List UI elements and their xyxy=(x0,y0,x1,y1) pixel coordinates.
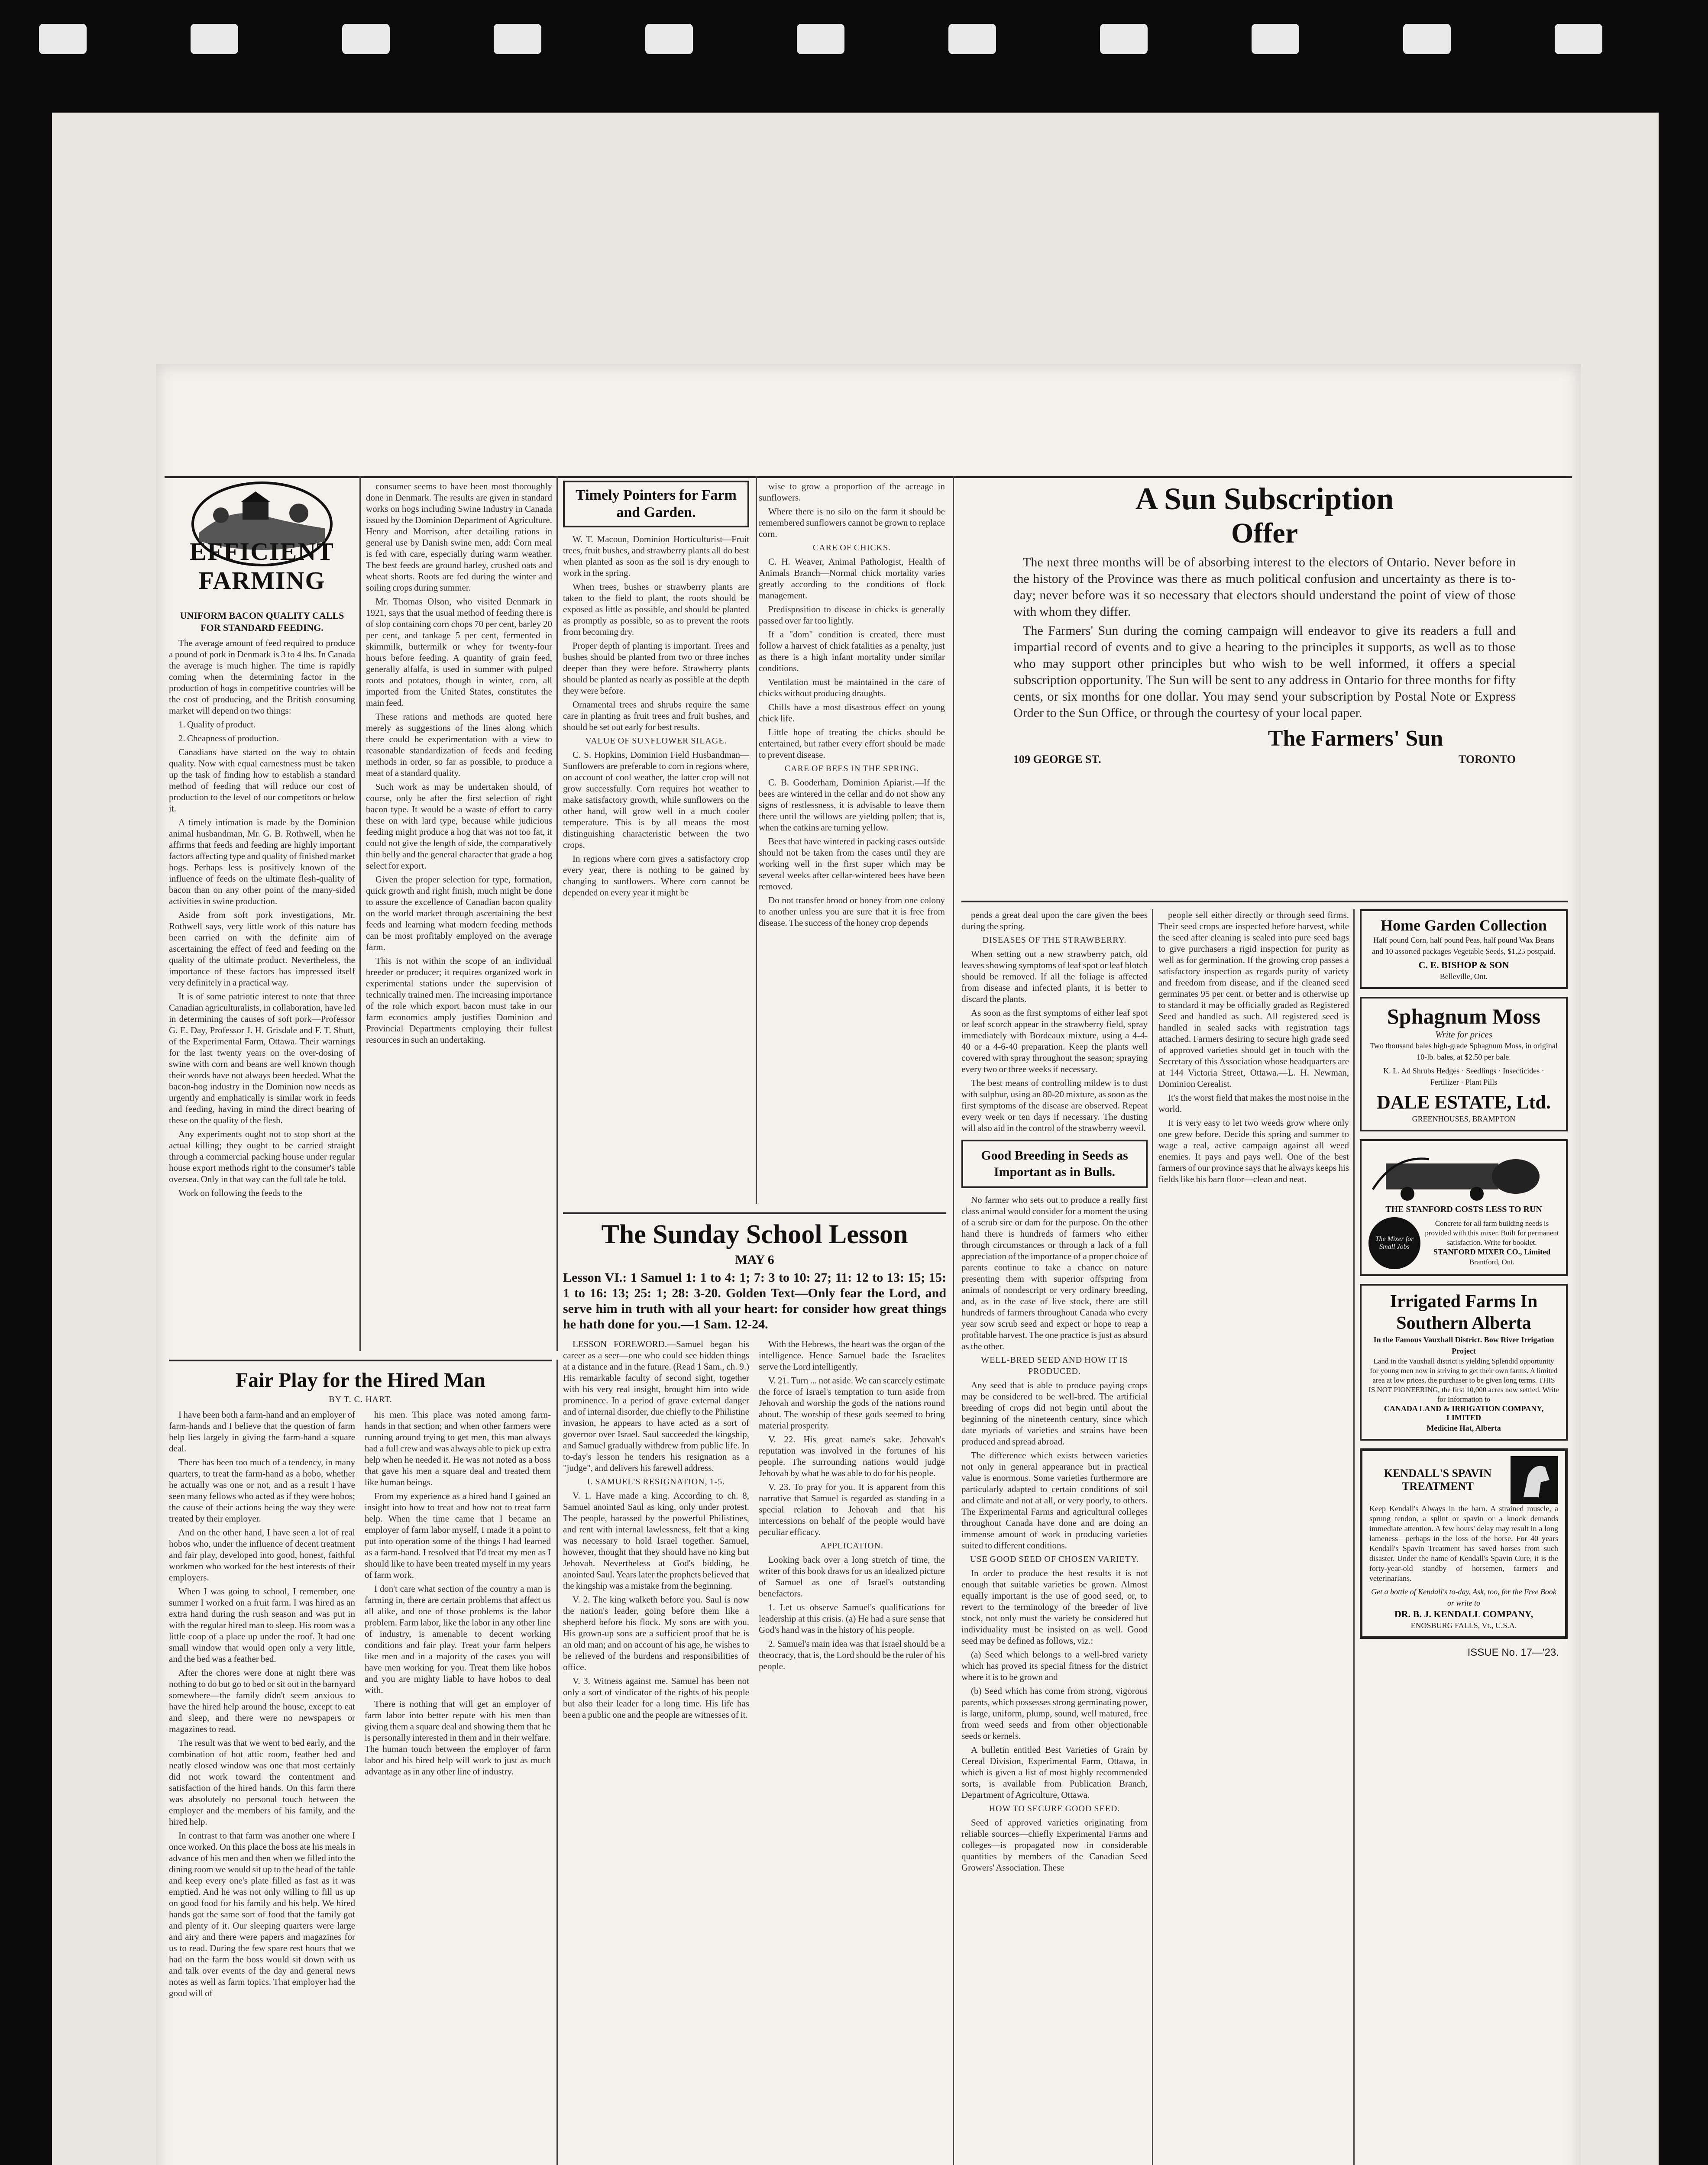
efficient-farming-logo xyxy=(169,450,355,606)
paragraph: wise to grow a proportion of the acreage in sunflowers. xyxy=(759,481,945,503)
kendall-firm: DR. B. J. KENDALL COMPANY, xyxy=(1394,1609,1533,1619)
home-garden-ad xyxy=(1360,909,1568,989)
irrigated-text: Land in the Vauxhall district is yielding Splendid opportunity for young men now in striving to get their own farms. A limited area at low prices, the purchaser to be given long terms. THIS IS NOT PIONEERING, the first 10,000 acres now settled. Write for Information to xyxy=(1368,1357,1559,1403)
column-rule xyxy=(1152,909,1153,2165)
irrigated-title: Irrigated Farms In Southern Alberta xyxy=(1390,1292,1538,1333)
top-rule xyxy=(165,476,1572,478)
column-6 xyxy=(1158,909,1349,1187)
paragraph: his men. This place was noted among farm-hands in that section; and when other farmers were running around trying to get men, this man always had a full crew and was always able to pick up extra help when he needed it. He was not noted as a boss that gave his men a square deal and treated them like human beings. xyxy=(365,1409,551,1487)
paragraph: When setting out a new strawberry patch, old leaves showing symptoms of leaf spot or leaf blotch should be removed. If all the foliage is affected from disease and infected plants, it is better to discard the plants. xyxy=(961,949,1148,1004)
paragraph: C. H. Weaver, Animal Pathologist, Health of Animals Branch—Normal chick mortality varies greatly according to the conditions of flock management. xyxy=(759,556,945,601)
paragraph: Proper depth of planting is important. Trees and bushes should be planted from two or three inches deeper than they were before. Strawberry plants should be planted as nearly as possible at the depth they were before. xyxy=(563,640,749,696)
paragraph: A timely intimation is made by the Dominion animal husbandman, Mr. G. B. Rothwell, when he affirms that feeds and feeding are highly important factors affecting type and quality of finished market hogs. Perhaps less is positively known of the influence of feeds on the ultimate flesh-quality of bacon than on any other point of the many-sided activities in swine production. xyxy=(169,817,355,906)
subscription-offer xyxy=(961,481,1568,766)
paragraph: Canadians have started on the way to obtain quality. Now with equal earnestness must be taken up the task of finding how to establish a standard method of feeding that will reduce our cost of production to the level of our competitors or below it. xyxy=(169,747,355,814)
stanford-mixer-ad xyxy=(1360,1139,1568,1276)
paragraph: V. 22. His great name's sake. Jehovah's reputation was involved in the fortunes of his people. The surrounding nations would judge Jehovah by what he was able to do for his people. xyxy=(759,1434,945,1478)
stanford-text: Concrete for all farm building needs is provided with this mixer. Built for permanent satisfaction. Write for booklet. xyxy=(1425,1219,1559,1247)
breeding-body xyxy=(961,1194,1148,1873)
paragraph: From my experience as a hired hand I gained an insight into how to treat and how not to treat farm help. When the time came that I became an employer of farm labor myself, I made it a point to put into operation some of the things I had learned as a farm-hand. I resolved that I'd treat my men as I should like to have been treated myself in my years of farm work. xyxy=(365,1491,551,1580)
horse-head-icon xyxy=(1511,1456,1558,1504)
column-2 xyxy=(366,481,552,1048)
home-garden-title: Home Garden Collection xyxy=(1381,917,1547,934)
paragraph: Seed of approved varieties originating from reliable sources—chiefly Experimental Farms and colleges—is propagated now in considerable quantities by members of the Canadian Seed Growers' Association. These xyxy=(961,1817,1148,1873)
sunday-school-title: The Sunday School Lesson xyxy=(601,1220,908,1249)
subscription-title-offer: Offer xyxy=(1231,517,1298,549)
good-breeding-title-box xyxy=(961,1140,1148,1188)
kendall-text: Keep Kendall's Always in the barn. A strained muscle, a sprung tendon, a splint or spavin or a knock demands immediate attention. A few hours' delay may result in a long lameness—perhaps in the loss of the horse. For 40 years Kendall's Spavin Treatment has saved horses from such disaster. Under the name of Kendall's Spavin Cure, it is the forty-year-old standby of horsemen, farmers and veterinarians. xyxy=(1369,1504,1558,1583)
home-garden-city: Belleville, Ont. xyxy=(1440,972,1488,981)
address: 109 GEORGE ST. xyxy=(1013,753,1101,766)
paragraph: A bulletin entitled Best Varieties of Grain by Cereal Division, Experimental Farm, Ottawa, in which is given a list of most highly recommended sorts, is available from Publication Branch, Department of Agriculture, Ottawa. xyxy=(961,1745,1148,1800)
paragraph: No farmer who sets out to produce a really first class animal would consider for a moment the using of a scrub sire or dam for the purpose. On the other hand there is hundreds of farmers who either through circumstances or through a lack of a full appreciation of the importance of a proper choice of parents continue to take a chance on nature presenting them with superior offspring from animals of nondescript or very ordinary breeding, and, as in the case of live stock, there are still hundreds of farmers throughout Canada who every year sow scrub seed and expect or hope to reap a profitable harvest. The one practice is just as absurd as the other. xyxy=(961,1195,1148,1351)
subscription-title: A Sun Subscription xyxy=(1135,481,1394,516)
paragraph: It's the worst field that makes the most noise in the world. xyxy=(1158,1092,1349,1114)
subhead: APPLICATION. xyxy=(820,1541,883,1551)
paragraph: When I was going to school, I remember, one summer I worked on a fruit farm. I was hired as an extra hand during the rush season and was put in with the regular hired man to sleep. His room was a little coop of a place up under the roof. It had one small window that would open only a very little, and the bed was a feather bed. xyxy=(169,1586,355,1664)
paragraph: This is not within the scope of an individual breeder or producer; it requires organized work in experimental stations under the supervision of technically trained men. The increasing importance of the role which export bacon must take in our farm economics amply justifies Dominion and Provincial Departments employing their fullest resources in such an undertaking. xyxy=(366,956,552,1045)
lesson-text: Lesson VI.: 1 Samuel 1: 1 to 4: 1; 7: 3 to 10: 27; 11: 12 to 13: 15; 15: 1 to 16: 13; 25: 1; 28: 3-20. Golden Text—Only fear the Lord, and serve him in truth with all your heart: for consider how great things he hath done for you.—1 Sam. 12-24. xyxy=(563,1270,946,1331)
section-rule xyxy=(961,901,1568,902)
subhead: I. SAMUEL'S RESIGNATION, 1-5. xyxy=(587,1477,725,1486)
paragraph: When trees, bushes or strawberry plants are taken to the field to plant, the roots should be exposed as little as possible, and should be planted as promptly as possible, so as to prevent the roots from becoming dry. xyxy=(563,582,749,637)
dale-estate-sub: GREENHOUSES, BRAMPTON xyxy=(1412,1115,1516,1123)
film-frame-top xyxy=(0,0,1708,87)
paragraph: 2. Cheapness of production. xyxy=(178,733,279,743)
paragraph: 1. Quality of product. xyxy=(178,719,256,730)
column-rule xyxy=(1353,909,1355,2165)
irrigated-city: Medicine Hat, Alberta xyxy=(1427,1424,1501,1432)
kendall-ad xyxy=(1360,1448,1568,1639)
sphagnum-list: K. L. Ad Shrubs Hedges · Seedlings · Insecticides · Fertilizer · Plant Pills xyxy=(1383,1066,1544,1086)
subscription-body xyxy=(961,550,1568,721)
column-1 xyxy=(169,450,355,1201)
paragraph: W. T. Macoun, Dominion Horticulturist—Fruit trees, fruit bushes, and strawberry plants all do best when planted as soon as the soil is dry enough to work in the spring. xyxy=(563,534,749,578)
subhead: CARE OF CHICKS. xyxy=(812,543,891,553)
stanford-city: Brantford, Ont. xyxy=(1469,1257,1515,1266)
subhead: VALUE OF SUNFLOWER SILAGE. xyxy=(585,736,727,746)
paragraph: The best means of controlling mildew is to dust with sulphur, using an 80-20 mixture, as soon as the first symptoms of the disease are observed. Repeat every week or ten days if necessary. The dusting will also aid in the control of the strawberry weevil. xyxy=(961,1078,1148,1133)
paragraph: There has been too much of a tendency, in many quarters, to treat the farm-hand as a hobo, whether he actually was one or not, and as a result I have seen many fellows who acted as if they were hobos; the cause of their actions being the way they were treated by their employer. xyxy=(169,1457,355,1524)
column-rule xyxy=(359,476,361,1351)
paragraph: I don't care what section of the country a man is farming in, there are certain problems that affect us all alike, and one of those problems is the labor problem. Farm labor, like the labor in any other line of industry, is amenable to decent working conditions and fair play. Treat your farm helpers like men and in a majority of the cases you will have men working for you. Treat them like hobos and you are mighty liable to have hobos to deal with. xyxy=(365,1583,551,1695)
timely-title-box xyxy=(563,481,749,527)
hired-man-byline: BY T. C. HART. xyxy=(329,1395,392,1404)
section-rule xyxy=(563,1212,946,1214)
city: TORONTO xyxy=(1459,753,1516,766)
paragraph: (a) Seed which belongs to a well-bred variety which has proved its special fitness for the district where it is to be grown and xyxy=(961,1649,1148,1682)
paragraph: Mr. Thomas Olson, who visited Denmark in 1921, says that the usual method of feeding there is of slop containing corn chops 70 per cent, barley 20 per cent, and tankage 5 per cent, fermented in skimmilk, buttermilk or whey for twenty-four hours before feeding. A quantity of grain feed, generally alfalfa, is used in summer with pulped roots and potatoes, though in winter, corn, all imported from the United States, constitutes the main feed. xyxy=(366,596,552,708)
issue-number: ISSUE No. 17—'23. xyxy=(1467,1647,1559,1658)
paragraph: V. 1. Have made a king. According to ch. 8, Samuel anointed Saul as king, only under protest. The people, harassed by the powerful Philistines, and rent with internal lawlessness, felt that a king was necessary to hold Israel together. Samuel, however, thought that they should have no king but Jehovah. Nevertheless at God's bidding, he anointed Saul. Years later the prophets believed that the kingship was a mistake from the beginning. xyxy=(563,1490,749,1591)
paragraph: Bees that have wintered in packing cases outside should not be taken from the cases until they are working well in the first super which may be several weeks after cellar-wintered bees have been removed. xyxy=(759,836,945,892)
column-5 xyxy=(961,909,1148,1876)
subhead: HOW TO SECURE GOOD SEED. xyxy=(989,1804,1120,1813)
paragraph: Do not transfer brood or honey from one colony to another unless you are sure that it is free from disease. The success of the honey crop depends xyxy=(759,895,945,928)
paragraph: The result was that we went to bed early, and the combination of hot attic room, feather bed and neatly closed window was one that most certainly did not work toward the contentment and satisfaction of the hired hands. On this farm there was absolutely no personal touch between the employer and the members of his family, and the hired help. xyxy=(169,1738,355,1827)
sunday-school-article xyxy=(563,1219,946,1723)
paragraph: Little hope of treating the chicks should be entertained, but rather every effort should be made to prevent disease. xyxy=(759,727,945,760)
paragraph: pends a great deal upon the care given the bees during the spring. xyxy=(961,910,1148,931)
paragraph: In order to produce the best results it is not enough that suitable varieties be grown. Almost equally important is the use of good seed, or, to revert to the terminology of the breeder of live stock, not only must the variety be considered but individuality must be insisted on as well. Good seed may be defined as follows, viz.: xyxy=(961,1568,1148,1646)
lesson-date: MAY 6 xyxy=(735,1253,774,1267)
paragraph: It is very easy to let two weeds grow where only one grew before. Decide this spring and summer to wage a real, active campaign against all weed enemies. It pays and pays well. One of the best farmers of our province says that he always keeps his fields like his barn floor—clean and neat. xyxy=(1158,1118,1349,1184)
paragraph: The next three months will be of absorbing interest to the electors of Ontario. Never before in the history of the Province was there as much political confusion and uncertainty as there is to-day; never before was it so necessary that electors should understand the point of view of those with whom they differ. xyxy=(1013,555,1516,619)
timely-column-b xyxy=(759,481,945,931)
hired-man-column-a xyxy=(169,1409,355,2001)
paragraph: Any experiments ought not to stop short at the actual killing; they ought to be carried straight through a commercial packing house under regular house export methods right to the consumer's table oversea. Only in that way can the full tale be told. xyxy=(169,1129,355,1184)
paragraph: LESSON FOREWORD.—Samuel began his career as a seer—one who could see hidden things at a distance and in the future. (Read 1 Sam., ch. 9.) His remarkable faculty of second sight, together with his very real insight, brought him into wide prominence. In a period of grave external danger and of internal disorder, due chiefly to the Philistine invasion, he appears to have acted as a sort of governor over Israel. Saul succeeded the kingship, and Samuel gradually withdrew from public life. In to-day's lesson he tenders his resignation as a "judge", and delivers his farewell address. xyxy=(563,1339,749,1473)
paragraph: Ventilation must be maintained in the care of chicks without producing draughts. xyxy=(759,677,945,698)
paragraph: Given the proper selection for type, formation, quick growth and right finish, much might be done to assure the excellence of Canadian bacon quality on the world market through ascertaining the best feeds and learning what modern feeding methods can be most profitably employed on the average farm. xyxy=(366,874,552,952)
hired-man-title: Fair Play for the Hired Man xyxy=(235,1369,486,1392)
irrigated-sub: In the Famous Vauxhall District. Bow River Irrigation Project xyxy=(1373,1335,1554,1355)
irrigated-firm: CANADA LAND & IRRIGATION COMPANY, LIMITED xyxy=(1384,1404,1544,1422)
sphagnum-ad xyxy=(1360,997,1568,1131)
stanford-title: THE STANFORD COSTS LESS TO RUN xyxy=(1385,1205,1542,1214)
paragraph: These rations and methods are quoted here merely as suggestions of the lines along which there could be experimentation with a view to reasonable standardization of feeds and feeding methods in order, so far as possible, to produce a meat of a standard quality. xyxy=(366,711,552,778)
column-rule xyxy=(756,476,757,1204)
paragraph: If a "dom" condition is created, there must follow a harvest of chick fatalities as a penalty, just as there is a high infant mortality under similar conditions. xyxy=(759,629,945,673)
concrete-mixer-icon xyxy=(1368,1146,1559,1202)
sphagnum-text: Two thousand bales high-grade Sphagnum Moss, in original 10-lb. bales, at $2.50 per bale. xyxy=(1370,1041,1558,1061)
paragraph: Where there is no silo on the farm it should be remembered sunflowers cannot be grown to replace corn. xyxy=(759,506,945,539)
section-rule xyxy=(169,1360,552,1361)
column-rule xyxy=(556,1360,558,2165)
paragraph: Work on following the feeds to the xyxy=(178,1188,303,1198)
paragraph: Such work as may be undertaken should, of course, only be after the first selection of right bacon type. It would be a waste of effort to carry these on with lard type, because while judicious feeding might produce a hog that was not too fat, it could not give the length of side, the comparatively thin belly and the general character that grade a hog select for export. xyxy=(366,782,552,871)
paragraph: And on the other hand, I have seen a lot of real hobos who, under the influence of decent treatment and fair play, developed into good, honest, faithful workmen who worked for the best interests of their employers. xyxy=(169,1527,355,1583)
lesson-column-a xyxy=(563,1338,749,1723)
paragraph: C. B. Gooderham, Dominion Apiarist.—If the bees are wintered in the cellar and do not show any signs of restlessness, it is advisable to leave them there until the willows are yielding pollen; that is, when the catkins are turning yellow. xyxy=(759,777,945,833)
paragraph: Ornamental trees and shrubs require the same care in planting as fruit trees and fruit bushes, and should be set out early for best results. xyxy=(563,699,749,732)
column-rule xyxy=(556,476,558,1351)
sphagnum-sub: Write for prices xyxy=(1435,1029,1492,1040)
paragraph: (b) Seed which has come from strong, vigorous parents, which possesses strong germinating power, is large, uniform, plump, sound, well matured, free from weed seeds and from other objectionable seeds or kernels. xyxy=(961,1686,1148,1741)
paragraph: As soon as the first symptoms of either leaf spot or leaf scorch appear in the strawberry field, spray immediately with Bordeaux mixture, using a 4-4-40 or a 4-6-40 preparation. Keep the plants well covered with spray throughout the season; spraying every two or three weeks if necessary. xyxy=(961,1008,1148,1074)
paragraph: There is nothing that will get an employer of farm labor into better repute with his men than giving them a square deal and showing them that he is personally interested in them and in their welfare. The human touch between the employer of farm labor and his hired help will work to just as much advantage as in any other line of industry. xyxy=(365,1699,551,1777)
paper-name: The Farmers' Sun xyxy=(1268,726,1443,751)
paragraph: Chills have a most disastrous effect on young chick life. xyxy=(759,702,945,724)
kendall-note: Get a bottle of Kendall's to-day. Ask, too, for the Free Book or write to xyxy=(1371,1587,1556,1607)
subhead: DISEASES OF THE STRAWBERRY. xyxy=(982,935,1127,945)
paragraph: With the Hebrews, the heart was the organ of the intelligence. Hence Samuel bade the Israelites serve the Lord intelligently. xyxy=(759,1339,945,1372)
paragraph: people sell either directly or through seed firms. Their seed crops are inspected before harvest, while the seed after cleaning is sealed into pure seed bags to give purchasers a rigid inspection for purity as well as for germination. If the growing crop passes a satisfactory inspection as regards purity of variety and freedom from disease, and if the cleaned seed germinates 95 per cent. or better and is otherwise up to standard it may be officially graded as Registered Seed and handled as such. All registered seed is handled in sealed sacks with registration tags attached. Farmers desiring to secure high grade seed of approved varieties should get in touch with the Secretary of this Association whose headquarters are at 144 Victoria Street, Ottawa.—L. H. Newman, Dominion Cerealist. xyxy=(1158,910,1349,1089)
subhead: CARE OF BEES IN THE SPRING. xyxy=(784,764,919,773)
timely-title: Timely Pointers for Farm and Garden. xyxy=(576,487,737,520)
paragraph: In contrast to that farm was another one where I once worked. On this place the boss ate his meals in advance of his men and then when we filled into the dining room we would sit up to the head of the table and keep every one's plate filled as fast as it was emptied. And he was not only willing to fill us up on good food for his family and his help. We hired hands got the same sort of food that the family got and plenty of it. Our sleeping quarters were large and airy and there were papers and magazines for us to read. During the few spare rest hours that we had on the farm the boss would sit down with us and talk over events of the day and general news notes as well as farm topics. That employer had the good will of xyxy=(169,1830,355,1998)
kendall-city: ENOSBURG FALLS, Vt., U.S.A. xyxy=(1410,1621,1517,1630)
paragraph: It is of some patriotic interest to note that three Canadian agriculturalists, in collaboration, have led in determining the causes of soft pork—Professor G. E. Day, Professor J. H. Grisdale and F. T. Shutt, of the Experimental Farm, Ottawa. Their warnings for the last twenty years on the over-dosing of swine with corn and beans are well known though their words have not always been heeded. What the bacon-hog industry in the Dominion now needs as urgently and emphatically is similar work in feeds and feeding, having in mind the direct bearing of these on the quality of the flesh. xyxy=(169,991,355,1125)
paragraph: V. 21. Turn ... not aside. We can scarcely estimate the force of Israel's temptation to turn aside from Jehovah and worship the gods of the nations round about. The worship of these gods seemed to bring material prosperity. xyxy=(759,1375,945,1431)
article-headline: UNIFORM BACON QUALITY CALLS FOR STANDARD FEEDING. xyxy=(180,610,344,633)
microfilm-sheet xyxy=(52,113,1659,2165)
paragraph: V. 2. The king walketh before you. Saul is now the nation's leader, going before them like a shepherd before his flock. My sons are with you. His grown-up sons are a sufficient proof that he is an old man; and on account of his age, he wishes to be relieved of the burdens and responsibilities of office. xyxy=(563,1594,749,1672)
paragraph: The average amount of feed required to produce a pound of pork in Denmark is 3 to 4 lbs. In Canada the average is much higher. The time is rapidly coming when the determining factor in the production of hogs in competitive countries will be the cost of producing, and the British consuming market will depend on two things: xyxy=(169,638,355,716)
column-rule xyxy=(953,476,954,2165)
paragraph: Aside from soft pork investigations, Mr. Rothwell says, very little work of this nature has been carried on with the definite aim of ascertaining the effect of feed and feeding on the quality of the ultimate product. Nevertheless, the importance of these factors has impressed itself very definitely in a practical way. xyxy=(169,910,355,988)
stanford-firm: STANFORD MIXER CO., Limited xyxy=(1433,1247,1551,1256)
good-breeding-title: Good Breeding in Seeds as Important as in Bulls. xyxy=(981,1148,1128,1179)
subhead: WELL-BRED SEED AND HOW IT IS PRODUCED. xyxy=(981,1355,1128,1376)
home-garden-text: Half pound Corn, half pound Peas, half pound Wax Beans and 10 assorted packages Vegetable Seeds, $1.25 postpaid. xyxy=(1372,936,1556,956)
paragraph: In regions where corn gives a satisfactory crop every year, there is nothing to be gained by changing to sunflowers. Where corn cannot be depended on every year it might be xyxy=(563,853,749,898)
paragraph: V. 3. Witness against me. Samuel has been not only a sort of vindicator of the rights of his people but also their leader for a long time. His life has been a public one and the people are witnesses of it. xyxy=(563,1676,749,1720)
paragraph: The Farmers' Sun during the coming campaign will endeavor to give its readers a full and impartial record of events and to give a hearing to the principles it supports, as well as to those who may support other principles but who wish to be well informed, it offers a special subscription opportunity. The Sun will be sent to any address in Ontario for three months for fifty cents, or six months for one dollar. You may send your subscription by Postal Note or Express Order to the Sun Office, or through the courtesy of your local paper. xyxy=(1013,624,1516,720)
paragraph: consumer seems to have been most thoroughly done in Denmark. The results are given in standard works on hogs including Swine Industry in Canada issued by the Dominion Department of Agriculture. Henry and Morrison, after detailing rations in general use by Danish swine men, add: Corn meal is fed with care, especially during warm weather. The best feeds are ground barley, crushed oats and wheat shorts. Roots are fed during the winter and soiling crops during summer. xyxy=(366,481,552,593)
paragraph: C. S. Hopkins, Dominion Field Husbandman—Sunflowers are preferable to corn in regions where, on account of cool weather, the latter crop will not grow successfully. Corn requires hot weather to make satisfactory growth, while sunflowers on the other hand, will grow well in a much cooler temperature. This is by all means the most distinguishing characteristic between the two crops. xyxy=(563,750,749,850)
dale-estate-title: DALE ESTATE, Ltd. xyxy=(1377,1092,1551,1113)
lesson-column-b xyxy=(759,1338,945,1723)
subhead: USE GOOD SEED OF CHOSEN VARIETY. xyxy=(970,1554,1139,1564)
article-continued xyxy=(366,481,552,1045)
timely-pointers-article xyxy=(563,481,946,931)
sphagnum-title: Sphagnum Moss xyxy=(1387,1004,1541,1028)
paragraph: After the chores were done at night there was nothing to do but go to bed or sit out in the barnyard somewhere—the family didn't seem anxious to have the hired help around the house, except to eat and sleep, and there were no newspapers or magazines to read. xyxy=(169,1667,355,1734)
paragraph: V. 23. To pray for you. It is apparent from this narrative that Samuel is regarded as standing in a special relation to Jehovah and that his intercessions on behalf of the people would have peculiar efficacy. xyxy=(759,1482,945,1537)
hired-man-article xyxy=(169,1368,552,2001)
irrigated-farms-ad xyxy=(1360,1284,1568,1441)
newspaper-page xyxy=(156,364,1581,2165)
section-title: EFFICIENT FARMING xyxy=(190,537,334,595)
home-garden-firm: C. E. BISHOP & SON xyxy=(1418,960,1509,970)
mixer-badge xyxy=(1368,1217,1420,1269)
paragraph: Any seed that is able to produce paying crops may be considered to be well-bred. The artificial breeding of crops did not begin until about the beginning of the nineteenth century, since which date myriads of varieties and strains have been produced and spread abroad. xyxy=(961,1380,1148,1447)
timely-column-a xyxy=(563,481,749,931)
ads-column xyxy=(1360,909,1568,1659)
paragraph: The difference which exists between varieties not only in general appearance but in practical value is enormous. Some varieties furthermore are particularly adapted to certain conditions of soil and climate and not at all, or very poorly, to others. The Experimental Farms and agricultural colleges throughout Canada have done and are doing an immense amount of work in producing varieties suited to different conditions. xyxy=(961,1450,1148,1551)
kendall-title: KENDALL'S SPAVIN TREATMENT xyxy=(1384,1467,1492,1493)
paragraph: Looking back over a long stretch of time, the writer of this book draws for us an idealized picture of Samuel as one of Israel's outstanding benefactors. xyxy=(759,1554,945,1599)
paragraph: I have been both a farm-hand and an employer of farm-hands and I believe that the question of farm help lies largely in giving the farm-hand a square deal. xyxy=(169,1409,355,1454)
article-body xyxy=(169,637,355,1199)
paragraph: Predisposition to disease in chicks is generally passed over far too lightly. xyxy=(759,604,945,626)
hired-man-column-b xyxy=(365,1409,551,2001)
mixer-badge-label: The Mixer for Small Jobs xyxy=(1375,1235,1414,1251)
paragraph: 2. Samuel's main idea was that Israel should be a theocracy, that is, the Lord should be the ruler of his people. xyxy=(759,1638,945,1671)
paragraph: 1. Let us observe Samuel's qualifications for leadership at this crisis. (a) He had a sure sense that God's hand was in the history of his people. xyxy=(759,1602,945,1635)
